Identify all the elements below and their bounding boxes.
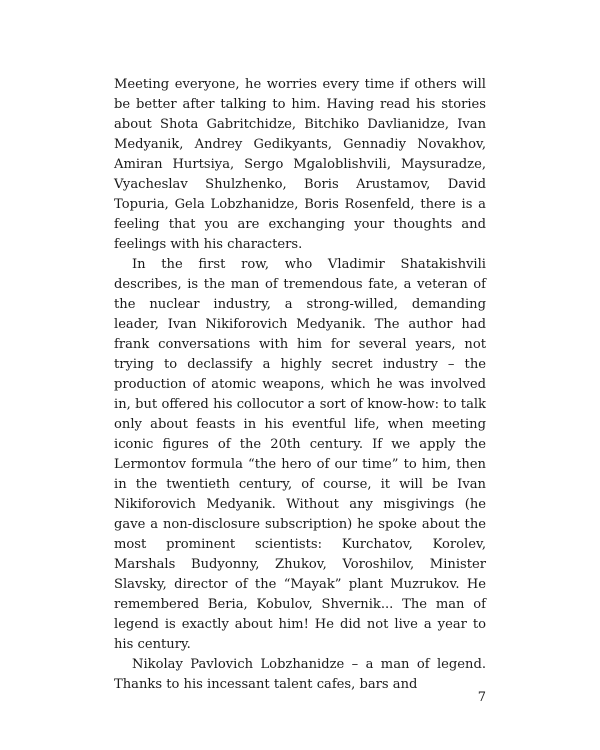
page-number: 7 bbox=[477, 690, 486, 705]
paragraph: Nikolay Pavlovich Lobzhanidze – a man of legend. Thanks to his incessant talent cafes, bars and bbox=[114, 657, 486, 692]
paragraph: Meeting everyone, he worries every time if others will be better after talking to him. Having read his stories about Shota Gabritchidze, Bitchiko Davlianidze, Ivan Medyanik, Andrey Gedikyants, Gennadiy Novakhov, Amiran Hurtsiya, Sergo Mgaloblishvili, Maysuradze, Vyacheslav Shulzhenko, Boris Arustamov, David Topuria, Gela Lobzhanidze, Boris Rosenfeld, there is a feeling that you are exchanging your thoughts and feelings with his characters. bbox=[114, 77, 486, 252]
paragraph: In the first row, who Vladimir Shatakishvili describes, is the man of tremendous fate, a veteran of the nuclear industry, a strong-willed, demanding leader, Ivan Nikiforovich Medyanik. The author had frank conversations with him for several years, not trying to declassify a highly secret industry – the production of atomic weapons, which he was involved in, but offered his collocutor a sort of know-how: to talk only about feasts in his eventful life, when meeting iconic figures of the 20th century. If we apply the Lermontov formula “the hero of our time” to him, then in the twentieth century, of course, it will be Ivan Nikiforovich Medyanik. Without any misgivings (he gave a non-disclosure subscription) he spoke about the most prominent scientists: Kurchatov, Korolev, Marshals Budyonny, Zhukov, Voroshilov, Minister Slavsky, director of the “Mayak” plant Muzrukov. He remembered Beria, Kobulov, Shvernik... The man of legend is exactly about him! He did not live a year to his century. bbox=[114, 257, 486, 652]
body-text bbox=[114, 75, 486, 695]
